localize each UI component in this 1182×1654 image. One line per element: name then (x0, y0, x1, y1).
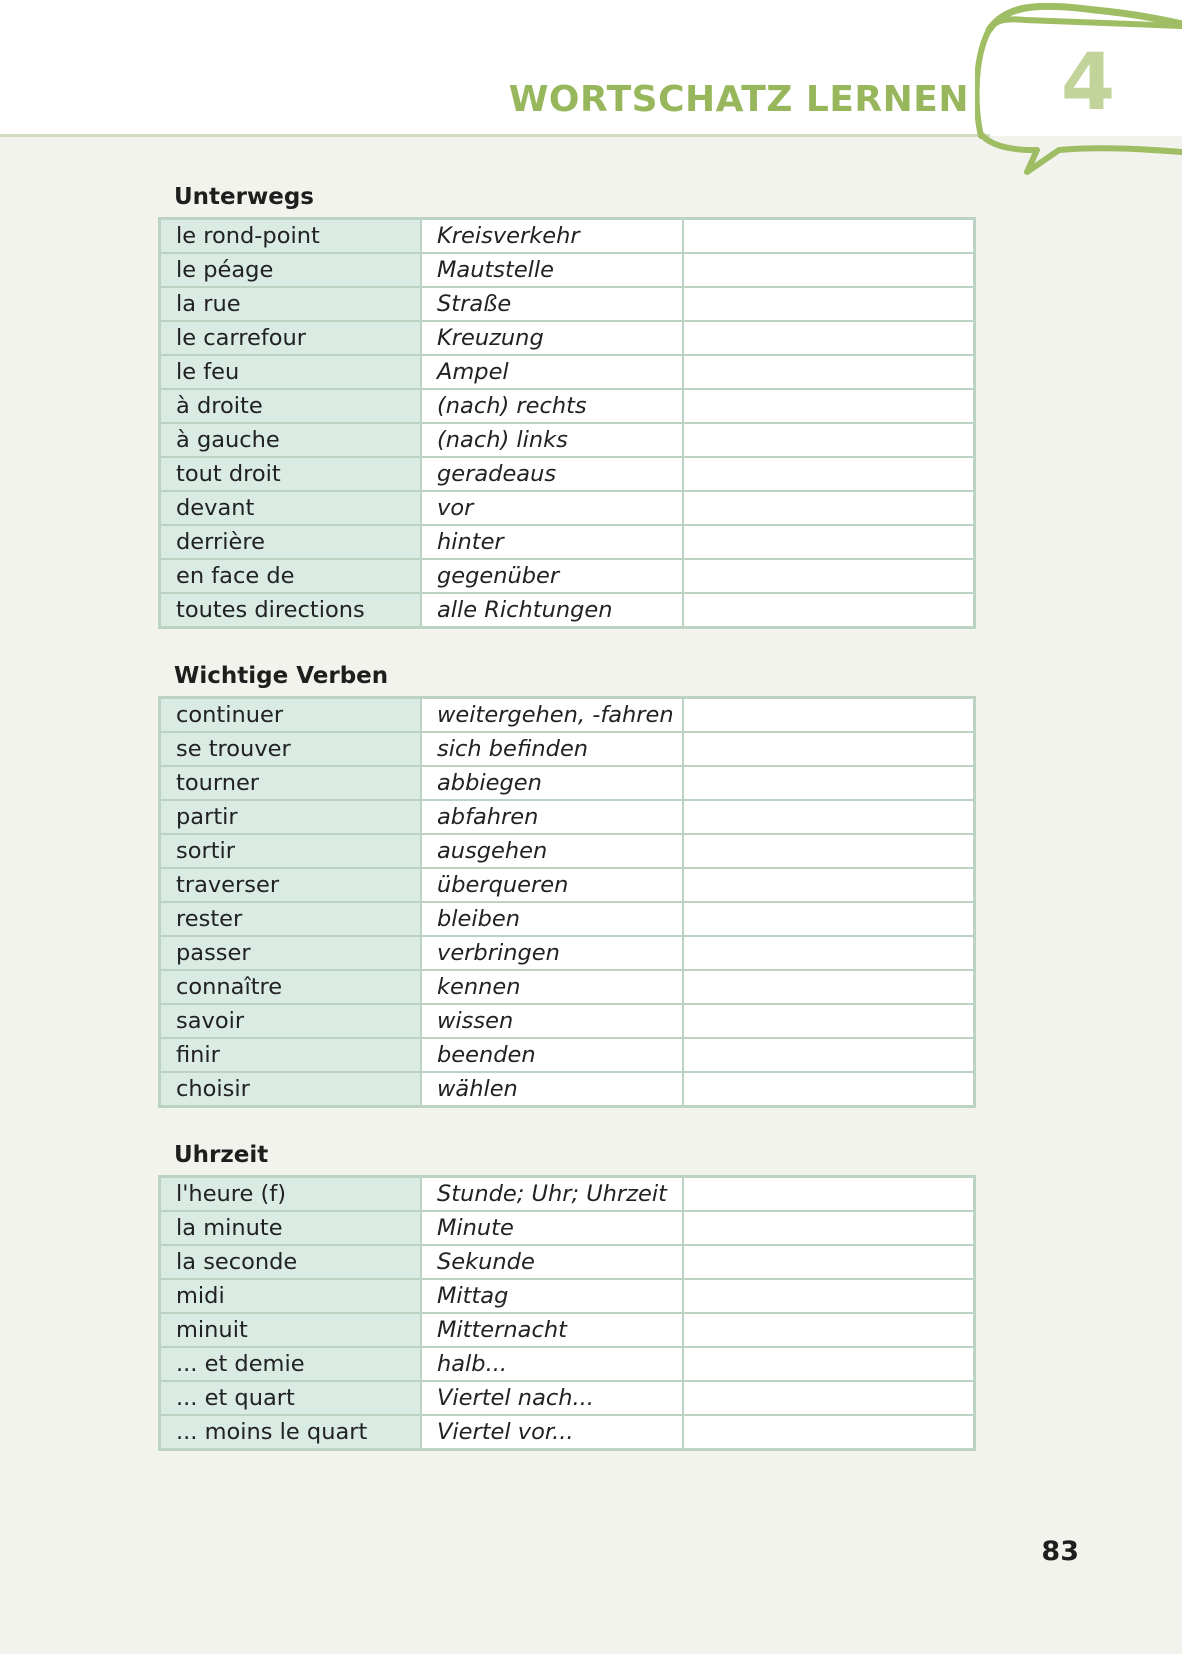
german-translation: (nach) rechts (421, 389, 683, 423)
french-term: tout droit (160, 457, 422, 491)
table-row (160, 253, 975, 287)
table-row (160, 1038, 975, 1072)
german-translation: Kreuzung (421, 321, 683, 355)
french-term: partir (160, 800, 422, 834)
german-translation: bleiben (421, 902, 683, 936)
blank-cell (683, 970, 975, 1004)
table-row (160, 593, 975, 628)
blank-cell (683, 287, 975, 321)
section-heading-verben: Wichtige Verben (174, 663, 389, 689)
blank-cell (683, 1279, 975, 1313)
page-title: WORTSCHATZ LERNEN (508, 79, 969, 120)
german-translation: Minute (421, 1211, 683, 1245)
french-term: la rue (160, 287, 422, 321)
blank-cell (683, 525, 975, 559)
blank-cell (683, 1004, 975, 1038)
german-translation: Stunde; Uhr; Uhrzeit (421, 1177, 683, 1212)
french-term: rester (160, 902, 422, 936)
blank-cell (683, 1381, 975, 1415)
french-term: sortir (160, 834, 422, 868)
french-term: se trouver (160, 732, 422, 766)
table-row (160, 525, 975, 559)
french-term: choisir (160, 1072, 422, 1107)
german-translation: ausgehen (421, 834, 683, 868)
blank-cell (683, 1245, 975, 1279)
french-term: traverser (160, 868, 422, 902)
blank-cell (683, 1347, 975, 1381)
german-translation: Sekunde (421, 1245, 683, 1279)
table-row (160, 936, 975, 970)
table-row (160, 1279, 975, 1313)
french-term: le carrefour (160, 321, 422, 355)
table-row (160, 1245, 975, 1279)
table-row (160, 219, 975, 254)
french-term: devant (160, 491, 422, 525)
german-translation: verbringen (421, 936, 683, 970)
french-term: en face de (160, 559, 422, 593)
table-row (160, 389, 975, 423)
blank-cell (683, 1415, 975, 1450)
german-translation: Kreisverkehr (421, 219, 683, 254)
table-row (160, 970, 975, 1004)
german-translation: wissen (421, 1004, 683, 1038)
french-term: ... et quart (160, 1381, 422, 1415)
french-term: la minute (160, 1211, 422, 1245)
vocab-table-unterwegs (158, 217, 976, 629)
french-term: à droite (160, 389, 422, 423)
table-row (160, 1415, 975, 1450)
blank-cell (683, 1313, 975, 1347)
table-row (160, 800, 975, 834)
german-translation: wählen (421, 1072, 683, 1107)
blank-cell (683, 1038, 975, 1072)
table-row (160, 355, 975, 389)
french-term: connaître (160, 970, 422, 1004)
table-row (160, 321, 975, 355)
french-term: ... moins le quart (160, 1415, 422, 1450)
header-divider (0, 134, 990, 137)
german-translation: Mittag (421, 1279, 683, 1313)
french-term: à gauche (160, 423, 422, 457)
french-term: derrière (160, 525, 422, 559)
table-row (160, 902, 975, 936)
german-translation: gegenüber (421, 559, 683, 593)
table-row (160, 1347, 975, 1381)
table-row (160, 1381, 975, 1415)
section-heading-uhrzeit: Uhrzeit (174, 1142, 269, 1168)
page-number: 83 (1041, 1536, 1079, 1567)
german-translation: (nach) links (421, 423, 683, 457)
chapter-number: 4 (1060, 38, 1116, 128)
german-translation: überqueren (421, 868, 683, 902)
blank-cell (683, 868, 975, 902)
german-translation: geradeaus (421, 457, 683, 491)
table-row (160, 698, 975, 733)
german-translation: Straße (421, 287, 683, 321)
german-translation: Ampel (421, 355, 683, 389)
german-translation: weitergehen, -fahren (421, 698, 683, 733)
german-translation: Mitternacht (421, 1313, 683, 1347)
blank-cell (683, 593, 975, 628)
blank-cell (683, 389, 975, 423)
french-term: minuit (160, 1313, 422, 1347)
french-term: la seconde (160, 1245, 422, 1279)
french-term: ... et demie (160, 1347, 422, 1381)
german-translation: hinter (421, 525, 683, 559)
french-term: toutes directions (160, 593, 422, 628)
french-term: continuer (160, 698, 422, 733)
blank-cell (683, 1072, 975, 1107)
german-translation: vor (421, 491, 683, 525)
blank-cell (683, 902, 975, 936)
table-row (160, 423, 975, 457)
blank-cell (683, 834, 975, 868)
table-row (160, 732, 975, 766)
german-translation: kennen (421, 970, 683, 1004)
table-row (160, 457, 975, 491)
blank-cell (683, 491, 975, 525)
table-row (160, 1072, 975, 1107)
german-translation: halb... (421, 1347, 683, 1381)
section-heading-unterwegs: Unterwegs (174, 184, 314, 210)
french-term: le rond-point (160, 219, 422, 254)
blank-cell (683, 559, 975, 593)
french-term: l'heure (f) (160, 1177, 422, 1212)
vocab-table-uhrzeit (158, 1175, 976, 1451)
blank-cell (683, 766, 975, 800)
german-translation: abbiegen (421, 766, 683, 800)
table-row (160, 287, 975, 321)
table-row (160, 766, 975, 800)
german-translation: Mautstelle (421, 253, 683, 287)
french-term: tourner (160, 766, 422, 800)
blank-cell (683, 800, 975, 834)
blank-cell (683, 457, 975, 491)
table-row (160, 834, 975, 868)
table-row (160, 1211, 975, 1245)
german-translation: alle Richtungen (421, 593, 683, 628)
french-term: le feu (160, 355, 422, 389)
table-row (160, 868, 975, 902)
french-term: savoir (160, 1004, 422, 1038)
blank-cell (683, 698, 975, 733)
french-term: passer (160, 936, 422, 970)
french-term: le péage (160, 253, 422, 287)
german-translation: beenden (421, 1038, 683, 1072)
table-row (160, 1177, 975, 1212)
blank-cell (683, 253, 975, 287)
french-term: finir (160, 1038, 422, 1072)
german-translation: abfahren (421, 800, 683, 834)
french-term: midi (160, 1279, 422, 1313)
blank-cell (683, 1177, 975, 1212)
blank-cell (683, 423, 975, 457)
german-translation: sich befinden (421, 732, 683, 766)
table-row (160, 559, 975, 593)
german-translation: Viertel nach... (421, 1381, 683, 1415)
vocab-table-verben (158, 696, 976, 1108)
blank-cell (683, 936, 975, 970)
table-row (160, 1004, 975, 1038)
table-row (160, 491, 975, 525)
blank-cell (683, 355, 975, 389)
german-translation: Viertel vor... (421, 1415, 683, 1450)
blank-cell (683, 321, 975, 355)
table-row (160, 1313, 975, 1347)
blank-cell (683, 219, 975, 254)
blank-cell (683, 732, 975, 766)
blank-cell (683, 1211, 975, 1245)
